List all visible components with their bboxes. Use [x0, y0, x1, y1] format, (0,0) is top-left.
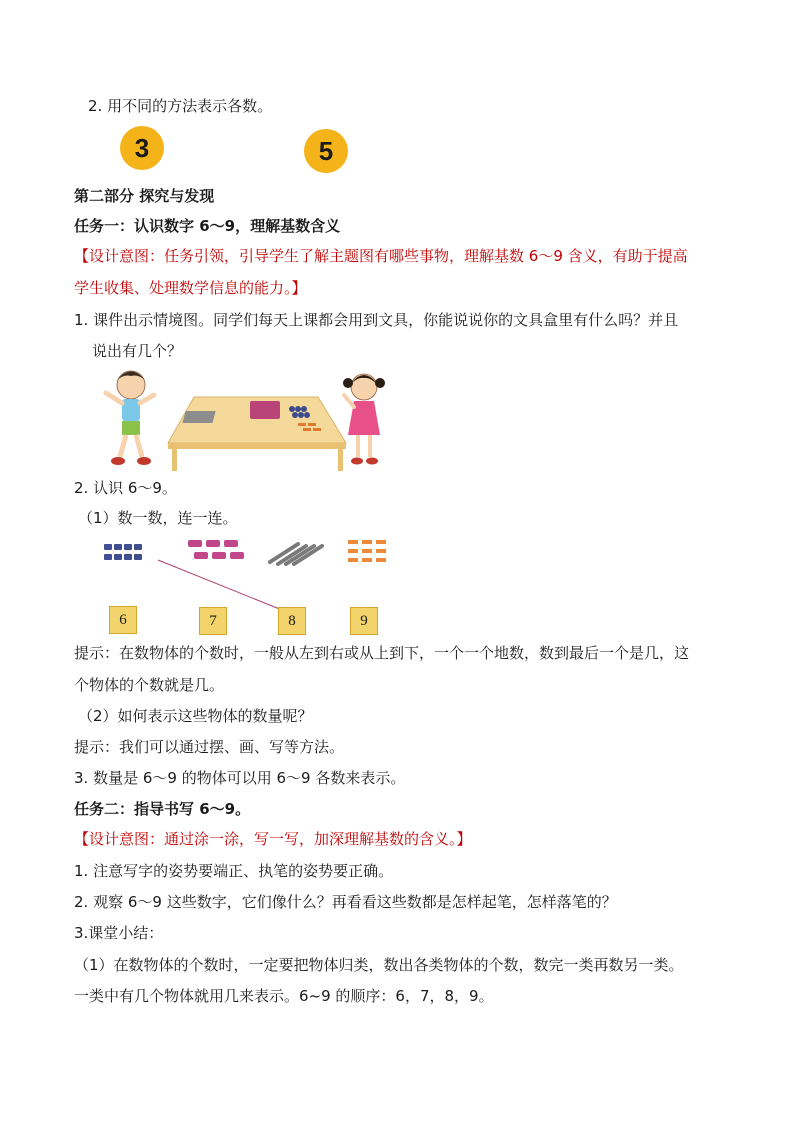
task1-step2-sub1: （1）数一数，连一连。 [78, 509, 238, 527]
number-box-6: 6 [109, 606, 137, 634]
task1-step3: 3. 数量是 6～9 的物体可以用 6～9 各数来表示。 [74, 769, 406, 787]
task1-step1-line1: 1. 课件出示情境图。同学们每天上课都会用到文具，你能说说你的文具盒里有什么吗？并且 [74, 311, 679, 329]
boy-figure [106, 371, 154, 465]
summary-title: 3.课堂小结： [74, 924, 164, 942]
section-heading: 第二部分 探究与发现 [74, 187, 215, 205]
girl-figure [343, 374, 385, 465]
task1-step2-sub2: （2）如何表示这些物体的数量呢？ [78, 707, 313, 725]
number-box-9: 9 [350, 607, 378, 635]
hint1-line1: 提示：在数物体的个数时，一般从左到右或从上到下，一个一个地数，数到最后一个是几，这 [74, 644, 690, 662]
crayons-group [348, 540, 386, 562]
task1-step2: 2. 认识 6～9。 [74, 479, 177, 497]
task1-step1-line2: 说出有几个？ [92, 342, 183, 360]
task2-step1: 1. 注意写字的姿势要端正、执笔的姿势要正确。 [74, 862, 394, 880]
item-2-text: 2. 用不同的方法表示各数。 [88, 97, 273, 115]
summary-line2: 一类中有几个物体就用几来表示。6~9 的顺序：6，7，8，9。 [74, 987, 494, 1005]
number-box-8: 8 [278, 607, 306, 635]
number-box-7: 7 [199, 607, 227, 635]
task2-design-intent: 【设计意图：通过涂一涂，写一写，加深理解基数的含义。】 [74, 830, 472, 848]
summary-line1: （1）在数物体的个数时，一定要把物体归类，数出各类物体的个数，数完一类再数另一类。 [74, 956, 684, 974]
task2-step2: 2. 观察 6～9 这些数字，它们像什么？再看看这些数都是怎样起笔，怎样落笔的？ [74, 893, 617, 911]
sharpeners-group [188, 540, 244, 559]
hint1-line2: 个物体的个数就是几。 [74, 676, 225, 694]
number-circle-3: 3 [120, 126, 164, 170]
task2-title: 任务二：指导书写 6～9。 [74, 800, 251, 818]
task1-design-intent-line2: 学生收集、处理数学信息的能力。】 [74, 279, 307, 297]
pencils-group [270, 544, 322, 564]
table [168, 397, 346, 471]
task1-design-intent-line1: 【设计意图：任务引领，引导学生了解主题图有哪些事物，理解基数 6～9 含义，有助于提高 [74, 247, 688, 265]
hint2: 提示：我们可以通过摆、画、写等方法。 [74, 738, 345, 756]
erasers-group [104, 544, 142, 560]
task1-title: 任务一：认识数字 6～9，理解基数含义 [74, 217, 341, 235]
connecting-line [158, 560, 282, 610]
number-circle-5: 5 [304, 129, 348, 173]
scene-illustration [98, 365, 398, 475]
